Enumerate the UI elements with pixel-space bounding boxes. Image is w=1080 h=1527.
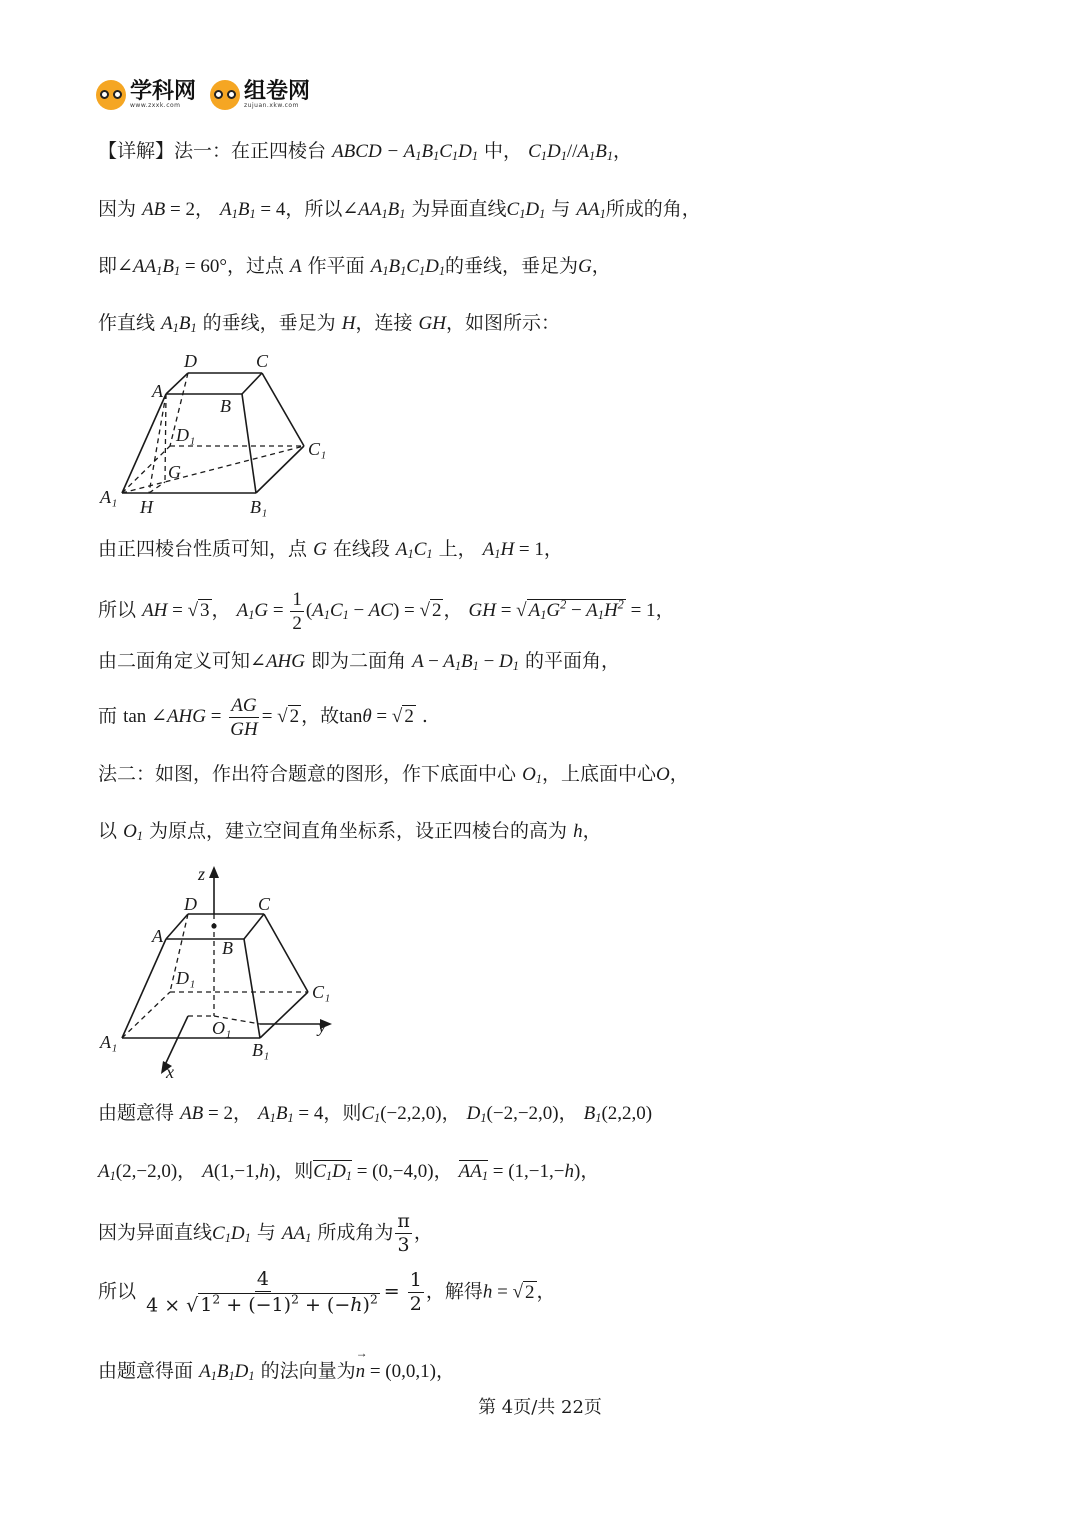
math: h = √ 2 (482, 1281, 535, 1303)
vertex-label: A (152, 926, 163, 946)
solution-line: 而 tan ∠AHG = $\frac{AG}{GH}$ = √ 2 ，故tanθ = √ 2 . (98, 695, 428, 740)
solution-line: 因为 AB = 2， $A_1B_1 = 4$，所以$\angle AA_1B_1$ 为异面直线$C_1D_1$ 与 $AA_1$所成的角， (98, 198, 701, 222)
math: $C_1D_1 = (0,-4,0)$ (313, 1161, 434, 1184)
text-segment: 以 (98, 820, 118, 842)
vertex-label: C (256, 351, 269, 371)
text-segment: 的垂线，垂足为 (445, 255, 579, 277)
math: $A_1C_1$ (395, 539, 433, 562)
text-segment: 由题意得 (98, 1102, 175, 1124)
text-segment: 上， (438, 538, 477, 560)
text-segment: 与 (551, 198, 571, 220)
math: $A - A_1B_1 - D_1$ (412, 651, 519, 674)
header-logos (96, 80, 310, 110)
math: $A_1G$ = $\frac{1}{2}$ $(A_1C_1 - AC)$ = √ 2 (236, 589, 442, 634)
vertex-label: G (168, 462, 181, 482)
text-segment: 由正四棱台性质可知，点 (98, 538, 308, 560)
solution-line: 法二：如图，作出符合题意的图形，作下底面中心 $O_1$，上底面中心O， (98, 763, 689, 787)
vertex-label: A₁ (100, 487, 118, 507)
math: GH (418, 313, 446, 334)
math: $C_1D_1//A_1B_1$ (528, 141, 613, 164)
vertex-label: H (140, 497, 153, 517)
math: $C_1(-2,2,0)$ (361, 1103, 442, 1126)
vertex-label: C₁ (308, 439, 327, 459)
math: ∠AHG (250, 651, 305, 672)
math: → n = (0,0,1) (356, 1361, 436, 1382)
solution-line: 以 $O_1$ 为原点，建立空间直角坐标系，设正四棱台的高为 h， (98, 820, 602, 844)
text-segment: 即 (98, 255, 118, 277)
math: $\frac{4}{4 \times √ 1^2 + (-1)^2 + (-h)^2}$ (146, 1268, 378, 1317)
vertex-label: D (184, 894, 197, 914)
vertex-label: O₁ (212, 1018, 232, 1038)
vertex-label: B (220, 396, 231, 416)
page-number: 第 4页/共 22页 (478, 1397, 602, 1418)
text-segment: 的垂线，垂足为 (202, 312, 336, 334)
math: $C_1D_1$ (212, 1222, 251, 1245)
math: h (573, 821, 583, 842)
math: tanθ = √ 2 (339, 705, 414, 727)
text-segment: ，过点 (226, 255, 284, 277)
math: AB = 2 (180, 1103, 233, 1124)
text-segment: 与 (256, 1221, 276, 1244)
math: tan ∠AHG = $\frac{AG}{GH}$ = √ 2 (123, 695, 300, 740)
math: $A_1B_1D_1$ (199, 1361, 255, 1384)
math: $A_1B_1 = 4$ (258, 1103, 324, 1126)
text-segment: 作直线 (98, 312, 156, 334)
math: $A_1B_1 = 4$ (220, 199, 286, 222)
text-segment: 为原点，建立空间直角坐标系，设正四棱台的高为 (149, 820, 568, 842)
vertex-label: A₁ (100, 1032, 118, 1052)
math: AH = √ 3 (142, 599, 210, 621)
text-segment: 【详解】法一：在正四棱台 (98, 140, 327, 162)
math: O (655, 764, 670, 785)
text-segment: 因为异面直线 (98, 1221, 213, 1244)
vertex-label: D₁ (176, 968, 196, 988)
solution-line (98, 652, 620, 672)
math: $\angle AA_1B_1$ (342, 199, 406, 222)
text-segment: 所成角为 (317, 1221, 394, 1244)
logo-zujuan (210, 80, 310, 110)
text-segment: 即为二面角 (311, 650, 407, 672)
math: $AA_1$ (281, 1222, 312, 1245)
text-segment: ，故 (301, 704, 340, 727)
solution-line: $A_1(2,-2,0)$， A(1,−1,h)，则$C_1D_1 = (0,-4,0)$， $AA_1 = (1,-1,-h)$， (98, 1160, 600, 1184)
math: $\angle AA_1B_1 = 60^\circ$ (117, 256, 227, 279)
text-segment: ，如图所示： (445, 312, 560, 334)
math: $D_1(-2,-2,0)$ (466, 1103, 559, 1126)
text-segment: 所成的角， (605, 198, 701, 220)
frustum-figure-2 (92, 860, 352, 1082)
math: $O_1$ (522, 764, 542, 787)
text-segment: 由二面角定义可知 (98, 650, 251, 672)
text-segment: ，连接 (355, 312, 413, 334)
logo-url: zujuan.xkw.com (244, 102, 299, 109)
solution-line: 【详解】法一：在正四棱台 ABCD − $A_1B_1C_1D_1$ 中， $C_1D_1//A_1B_1$， (98, 140, 632, 164)
math: A(1,−1,h) (202, 1161, 276, 1182)
solution-line: 因为异面直线$C_1D_1$ 与 $AA_1$ 所成角为 $\frac{\pi}{3}$ ， (98, 1210, 433, 1256)
math: $\frac{1}{2}$ (409, 1269, 422, 1316)
text-segment: 所以 (98, 598, 137, 621)
logo-name: 学科网 (130, 79, 197, 104)
solution-line (98, 314, 560, 334)
vertex-label: D (184, 351, 197, 371)
owl-icon (210, 80, 240, 110)
logo-name: 组卷网 (244, 79, 311, 104)
axis-label: z (198, 864, 206, 884)
text-segment: 中， (484, 140, 523, 162)
vertex-label: C (258, 894, 271, 914)
text-segment: 作平面 (307, 255, 365, 277)
text-segment: 而 (98, 704, 118, 727)
vertex-label: D₁ (176, 425, 196, 445)
math: G (578, 256, 592, 277)
vertex-label: B (222, 938, 233, 958)
text-segment: ，则 (275, 1160, 314, 1182)
text-segment: ，则 (323, 1102, 362, 1124)
math: $B_1(2,2,0)$ (583, 1103, 653, 1126)
solution-line: 即$\angle AA_1B_1 = 60^\circ$，过点 A 作平面 $A_1B_1C_1D_1$的垂线，垂足为G， (98, 255, 611, 279)
math: $A_1H = 1$ (482, 539, 544, 562)
solution-line: 由正四棱台性质可知，点 G 在线段 $A_1C_1$ 上， $A_1H = 1$， (98, 538, 563, 562)
math: GH = √ $A_1G^2 - A_1H^2 = 1$ (468, 597, 656, 622)
axis-label: x (166, 1062, 174, 1082)
solution-line: 由题意得 AB = 2， $A_1B_1 = 4$，则$C_1(-2,2,0)$， $D_1(-2,-2,0)$， $B_1(2,2,0)$ (98, 1102, 653, 1126)
text-segment: 所以 (98, 1280, 137, 1303)
text-segment: ，解得 (425, 1280, 483, 1303)
text-segment: ，上底面中心 (541, 763, 656, 785)
math: $AA_1 = (1,-1,-h)$ (458, 1161, 581, 1184)
text-segment: 因为 (98, 198, 137, 220)
math: $\frac{\pi}{3}$ (397, 1210, 410, 1256)
vertex-label: B₁ (250, 497, 268, 517)
solution-line: 由题意得面 $A_1B_1D_1$ 的法向量为→ n = (0,0,1)， (98, 1362, 455, 1382)
math: A (290, 256, 302, 277)
vertex-label: A (152, 381, 163, 401)
logo-zxxk (96, 80, 196, 110)
text-segment: 的法向量为 (260, 1360, 356, 1382)
owl-icon (96, 80, 126, 110)
math: G (313, 539, 327, 560)
math: $A_1B_1$ (161, 313, 197, 336)
math: $O_1$ (123, 821, 143, 844)
text-segment: 在线段 (332, 538, 390, 560)
solution-line: 所以 $\frac{4}{4 \times √ 1^2 + (-1)^2 + (-h)^2}$ = $\frac{1}{2}$ ，解得h = √ 2 ， (98, 1268, 556, 1317)
math: ABCD − $A_1B_1C_1D_1$ (332, 141, 478, 164)
math: $A_1(2,-2,0)$ (98, 1161, 178, 1184)
math: $A_1B_1C_1D_1$ (370, 256, 446, 279)
text-segment: 的平面角， (524, 650, 620, 672)
axis-label: y (318, 1016, 326, 1036)
text-segment: 法二：如图，作出符合题意的图形，作下底面中心 (98, 763, 517, 785)
math: $AA_1$ (576, 199, 606, 222)
solution-line: 所以 AH = √ 3 ， $A_1G$ = $\frac{1}{2}$ $(A_1C_1 - AC)$ = √ 2 ， GH = √ $A_1G^2 - A_1H^2 = 1$， (98, 589, 675, 634)
vertex-label: C₁ (312, 982, 331, 1002)
vertex-label: B₁ (252, 1040, 270, 1060)
logo-url: www.zxxk.com (130, 102, 181, 109)
math: $C_1D_1$ (506, 199, 546, 222)
math: AB = 2 (142, 199, 195, 220)
text-segment: ，所以 (285, 198, 343, 220)
frustum-figure-1 (92, 345, 352, 525)
math: H (341, 313, 356, 334)
text-segment: 为异面直线 (411, 198, 507, 220)
text-segment: 由题意得面 (98, 1360, 194, 1382)
